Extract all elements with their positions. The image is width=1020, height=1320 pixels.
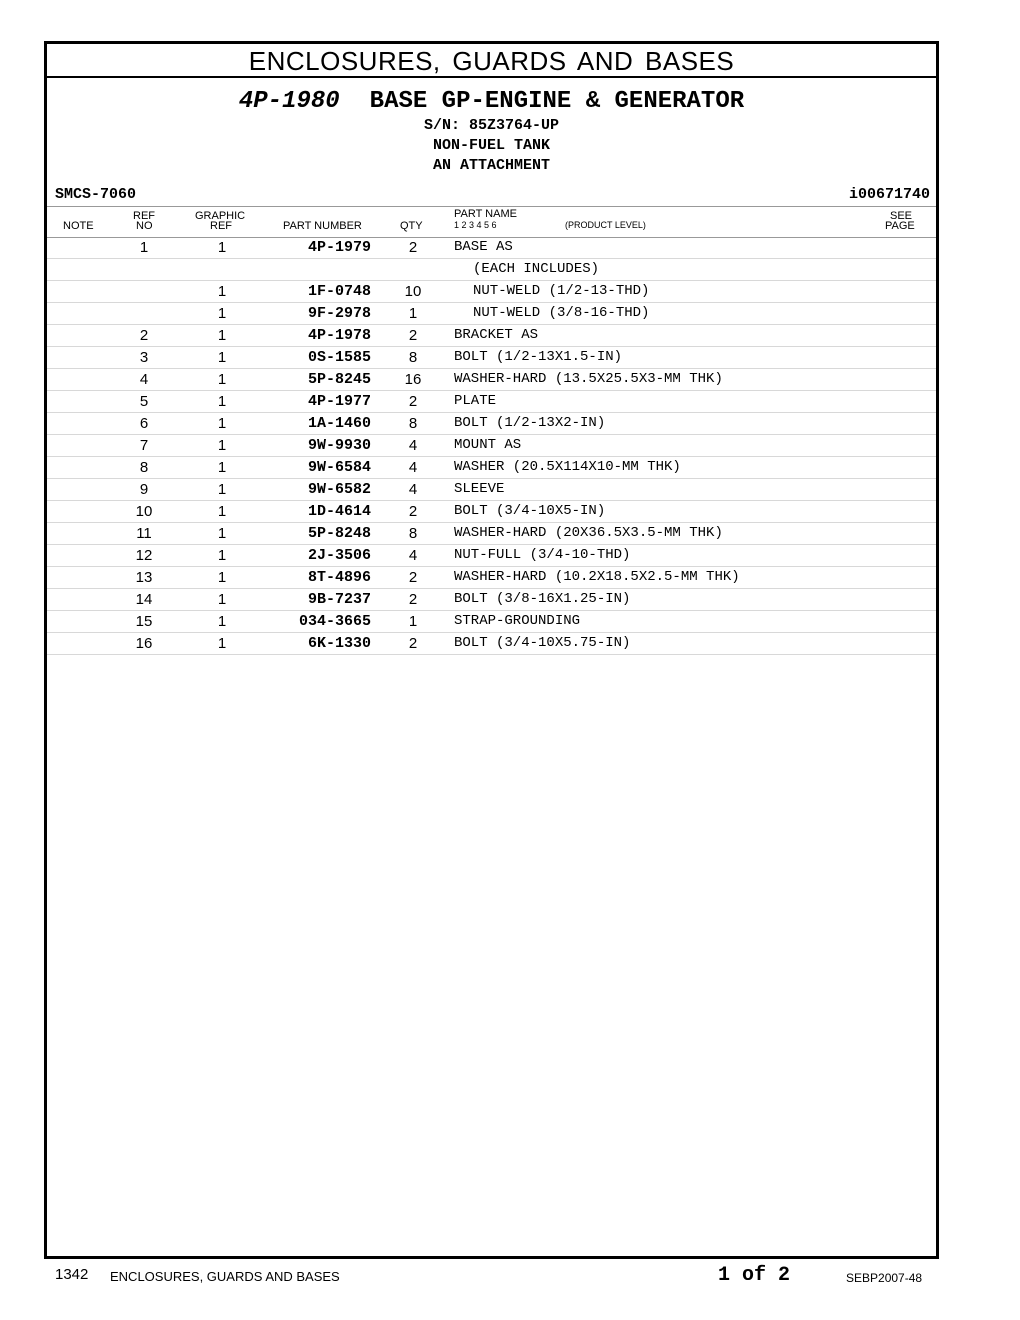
part-name: WASHER (20.5X114X10-MM THK) [454,459,681,475]
part-number: 9F-2978 [307,305,371,322]
serial-number: S/N: 85Z3764-UP [423,117,560,134]
part-name: BOLT (3/4-10X5-IN) [454,503,606,519]
part-name: NUT-FULL (3/4-10-THD) [454,547,631,563]
ref-no: 7 [139,437,149,454]
graphic-ref: 1 [217,503,227,520]
col-part-number: PART NUMBER [283,220,362,232]
part-number: 9W-6584 [307,459,371,476]
part-number: 2J-3506 [307,547,371,564]
col-see-bottom: PAGE [885,220,915,232]
ref-no: 16 [135,635,153,652]
col-levels: 1 2 3 4 5 6 [454,220,497,230]
quantity: 2 [408,239,418,256]
graphic-ref: 1 [217,327,227,344]
graphic-ref: 1 [217,283,227,300]
smcs-row [55,186,930,204]
graphic-ref: 1 [217,371,227,388]
part-name: WASHER-HARD (13.5X25.5X3-MM THK) [454,371,723,387]
footer-section: ENCLOSURES, GUARDS AND BASES [110,1269,340,1284]
part-number: 9W-9930 [307,437,371,454]
quantity: 2 [408,635,418,652]
table-row [47,589,936,611]
table-row [47,567,936,589]
table-row [47,479,936,501]
quantity: 8 [408,349,418,366]
quantity: 1 [408,305,418,322]
group-header [47,88,936,176]
table-row [47,369,936,391]
part-number: 1A-1460 [307,415,371,432]
table-row [47,259,936,281]
table-row [47,237,936,259]
part-number: 8T-4896 [307,569,371,586]
quantity: 8 [408,415,418,432]
col-graphic-bottom: REF [210,220,232,232]
table-row [47,523,936,545]
graphic-ref: 1 [217,525,227,542]
part-number: 4P-1977 [307,393,371,410]
ref-no: 15 [135,613,153,630]
col-see-top: SEE [890,210,913,222]
col-ref-bottom: NO [136,220,153,232]
quantity: 2 [408,393,418,410]
graphic-ref: 1 [217,349,227,366]
quantity: 2 [408,569,418,586]
quantity: 8 [408,525,418,542]
part-name: WASHER-HARD (10.2X18.5X2.5-MM THK) [454,569,740,585]
table-row [47,435,936,457]
ref-no: 13 [135,569,153,586]
col-graphic-top: GRAPHIC [195,210,246,222]
ref-no: 5 [139,393,149,410]
parts-list [47,237,936,655]
group-part-number: 4P-1980 [238,88,340,115]
graphic-ref: 1 [217,393,227,410]
part-name: BRACKET AS [454,327,539,343]
graphic-ref: 1 [217,437,227,454]
part-name: BOLT (3/8-16X1.25-IN) [454,591,631,607]
quantity: 4 [408,547,418,564]
ref-no: 4 [139,371,149,388]
quantity: 10 [404,283,422,300]
graphic-ref: 1 [217,569,227,586]
part-name: BOLT (3/4-10X5.75-IN) [454,635,631,651]
group-note-2: AN ATTACHMENT [432,157,551,174]
part-number: 6K-1330 [307,635,371,652]
col-product-level: (PRODUCT LEVEL) [565,220,646,230]
table-row [47,501,936,523]
quantity: 2 [408,327,418,344]
table-row [47,391,936,413]
ref-no: 11 [136,525,152,542]
table-row [47,347,936,369]
ref-no: 12 [135,547,153,564]
smcs-code: SMCS-7060 [55,186,137,203]
table-row [47,633,936,655]
footer-page-number: 1342 [55,1266,89,1283]
part-number: 1F-0748 [307,283,371,300]
graphic-ref: 1 [217,547,227,564]
ref-no: 8 [139,459,149,476]
table-row [47,611,936,633]
table-row [47,281,936,303]
col-note: NOTE [63,220,94,232]
parts-page-frame [44,41,939,1259]
quantity: 1 [408,613,418,630]
part-name: PLATE [454,393,497,409]
graphic-ref: 1 [217,591,227,608]
part-name: BOLT (1/2-13X2-IN) [454,415,606,431]
quantity: 4 [408,459,418,476]
ref-no: 1 [139,239,149,256]
table-row [47,325,936,347]
group-name: BASE GP-ENGINE & GENERATOR [369,88,745,115]
col-part-name: PART NAME [454,208,517,220]
graphic-ref: 1 [217,239,227,256]
part-name: SLEEVE [454,481,505,497]
part-name: WASHER-HARD (20X36.5X3.5-MM THK) [454,525,723,541]
part-number: 034-3665 [298,613,371,630]
section-title: ENCLOSURES, GUARDS AND BASES [47,44,936,78]
part-number: 5P-8248 [307,525,371,542]
footer-doc-id: SEBP2007-48 [846,1271,923,1285]
table-row [47,545,936,567]
group-title [47,88,936,116]
part-name: MOUNT AS [454,437,522,453]
footer-page-of: 1 of 2 [718,1264,791,1287]
table-row [47,413,936,435]
graphic-ref: 1 [217,459,227,476]
part-number: 4P-1979 [307,239,371,256]
col-qty: QTY [400,220,423,232]
part-number: 4P-1978 [307,327,371,344]
group-note-1: NON-FUEL TANK [432,137,551,154]
table-row [47,303,936,325]
graphic-ref: 1 [217,613,227,630]
ref-no: 10 [135,503,153,520]
part-number: 9B-7237 [307,591,371,608]
column-header [47,206,936,238]
quantity: 4 [408,481,418,498]
part-name: NUT-WELD (1/2-13-THD) [473,283,650,299]
part-number: 9W-6582 [307,481,371,498]
ref-no: 14 [135,591,153,608]
ref-no: 6 [139,415,149,432]
part-name: NUT-WELD (3/8-16-THD) [473,305,650,321]
graphic-ref: 1 [217,415,227,432]
part-name: BOLT (1/2-13X1.5-IN) [454,349,623,365]
part-number: 5P-8245 [307,371,371,388]
part-name: STRAP-GROUNDING [454,613,581,629]
part-number: 0S-1585 [307,349,371,366]
graphic-ref: 1 [217,305,227,322]
graphic-ref: 1 [217,635,227,652]
part-name: (EACH INCLUDES) [473,261,600,277]
part-name: BASE AS [454,239,513,255]
graphic-ref: 1 [217,481,227,498]
ref-no: 2 [139,327,149,344]
quantity: 16 [404,371,422,388]
ref-no: 9 [139,481,149,498]
col-ref-top: REF [133,210,155,222]
ref-no: 3 [139,349,149,366]
quantity: 2 [408,591,418,608]
quantity: 2 [408,503,418,520]
quantity: 4 [408,437,418,454]
part-number: 1D-4614 [307,503,371,520]
illustration-id: i00671740 [848,186,930,203]
table-row [47,457,936,479]
